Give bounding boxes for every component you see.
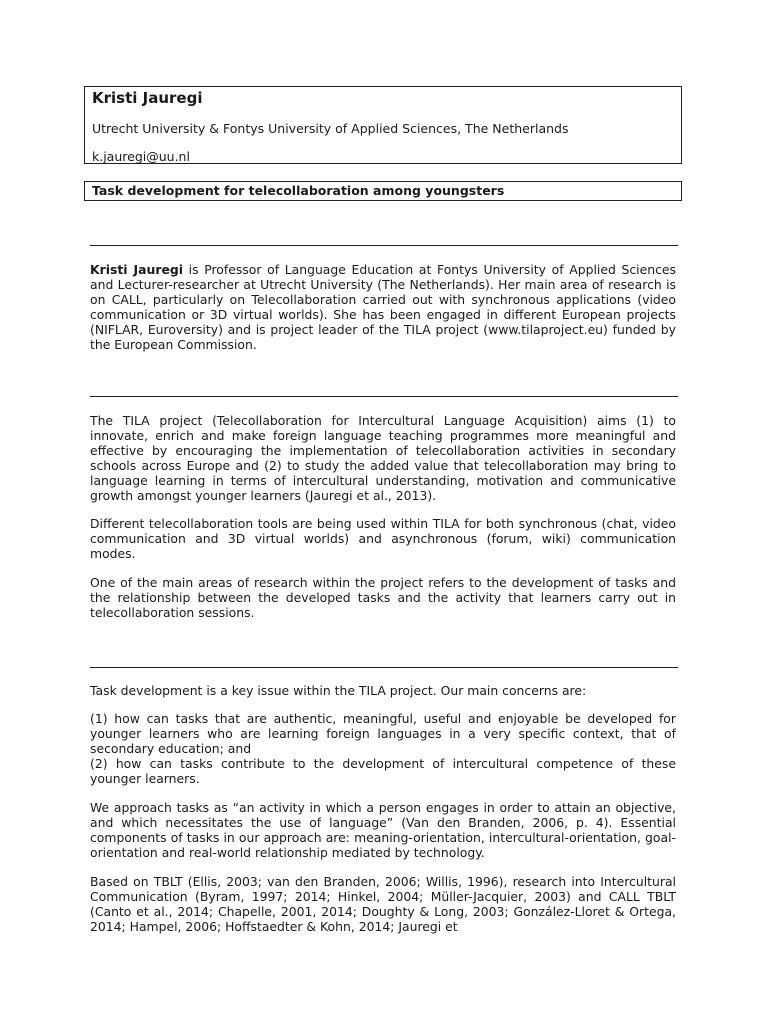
title-box — [84, 181, 682, 201]
author-email: k.jauregi@uu.nl — [92, 149, 190, 164]
paper-title: Task development for telecollaboration among youngsters — [92, 183, 505, 198]
section3-paragraph-2a: (1) how can tasks that are authentic, meaningful, useful and enjoyable be developed for younger learners who are learning foreign languages in a very specific context, that of secondary education; and — [90, 711, 676, 756]
section2-paragraph-1: The TILA project (Telecollaboration for Intercultural Language Acquisition) aims (1) to innovate, enrich and make foreign language teaching programmes more meaningful and effective by encouraging the implementation of telecollaboration activities in secondary schools across Europe and (2) to study the added value that telecollaboration may bring to language learning in terms of intercultural understanding, motivation and communicative growth amongst younger learners (Jauregi et al., 2013). — [90, 413, 676, 503]
section3-paragraph-3: We approach tasks as “an activity in which a person engages in order to attain an objective, and which necessitates the use of language” (Van den Branden, 2006, p. 4). Essential components of tasks in our approach are: meaning-orientation, intercultural-orientation, goal-orientation and real-world relationship mediated by technology. — [90, 800, 676, 860]
divider — [90, 245, 678, 246]
author-box — [84, 86, 682, 164]
author-affiliation: Utrecht University & Fontys University of Applied Sciences, The Netherlands — [92, 121, 569, 136]
section3-paragraph-1: Task development is a key issue within the TILA project. Our main concerns are: — [90, 683, 587, 698]
bio-text: is Professor of Language Education at Fontys University of Applied Sciences and Lecturer-researcher at Utrecht University (The Netherlands). Her main area of research is on CALL, particularly on Telecollaboration carried out with synchronous applications (video communication or 3D virtual worlds). She has been engaged in different European projects (NIFLAR, Euroversity) and is project leader of the TILA project (www.tilaproject.eu) funded by the European Commission. — [90, 262, 676, 352]
section3-paragraph-2b: (2) how can tasks contribute to the development of intercultural competence of these younger learners. — [90, 756, 676, 786]
section2-paragraph-3: One of the main areas of research within the project refers to the development of tasks and the relationship between the developed tasks and the activity that learners carry out in telecollaboration sessions. — [90, 575, 676, 620]
divider — [90, 396, 678, 397]
bio-paragraph — [90, 262, 676, 352]
section3-paragraph-4: Based on TBLT (Ellis, 2003; van den Branden, 2006; Willis, 1996), research into Intercultural Communication (Byram, 1997; 2014; Hinkel, 2004; Müller-Jacquier, 2003) and CALL TBLT (Canto et al., 2014; Chapelle, 2001, 2014; Doughty & Long, 2003; González-Lloret & Ortega, 2014; Hampel, 2006; Hoffstaedter & Kohn, 2014; Jauregi et — [90, 874, 676, 934]
divider — [90, 667, 678, 668]
bio-name: Kristi Jauregi — [90, 262, 183, 277]
section2-paragraph-2: Different telecollaboration tools are being used within TILA for both synchronous (chat, video communication and 3D virtual worlds) and asynchronous (forum, wiki) communication modes. — [90, 516, 676, 561]
author-name: Kristi Jauregi — [92, 89, 203, 107]
